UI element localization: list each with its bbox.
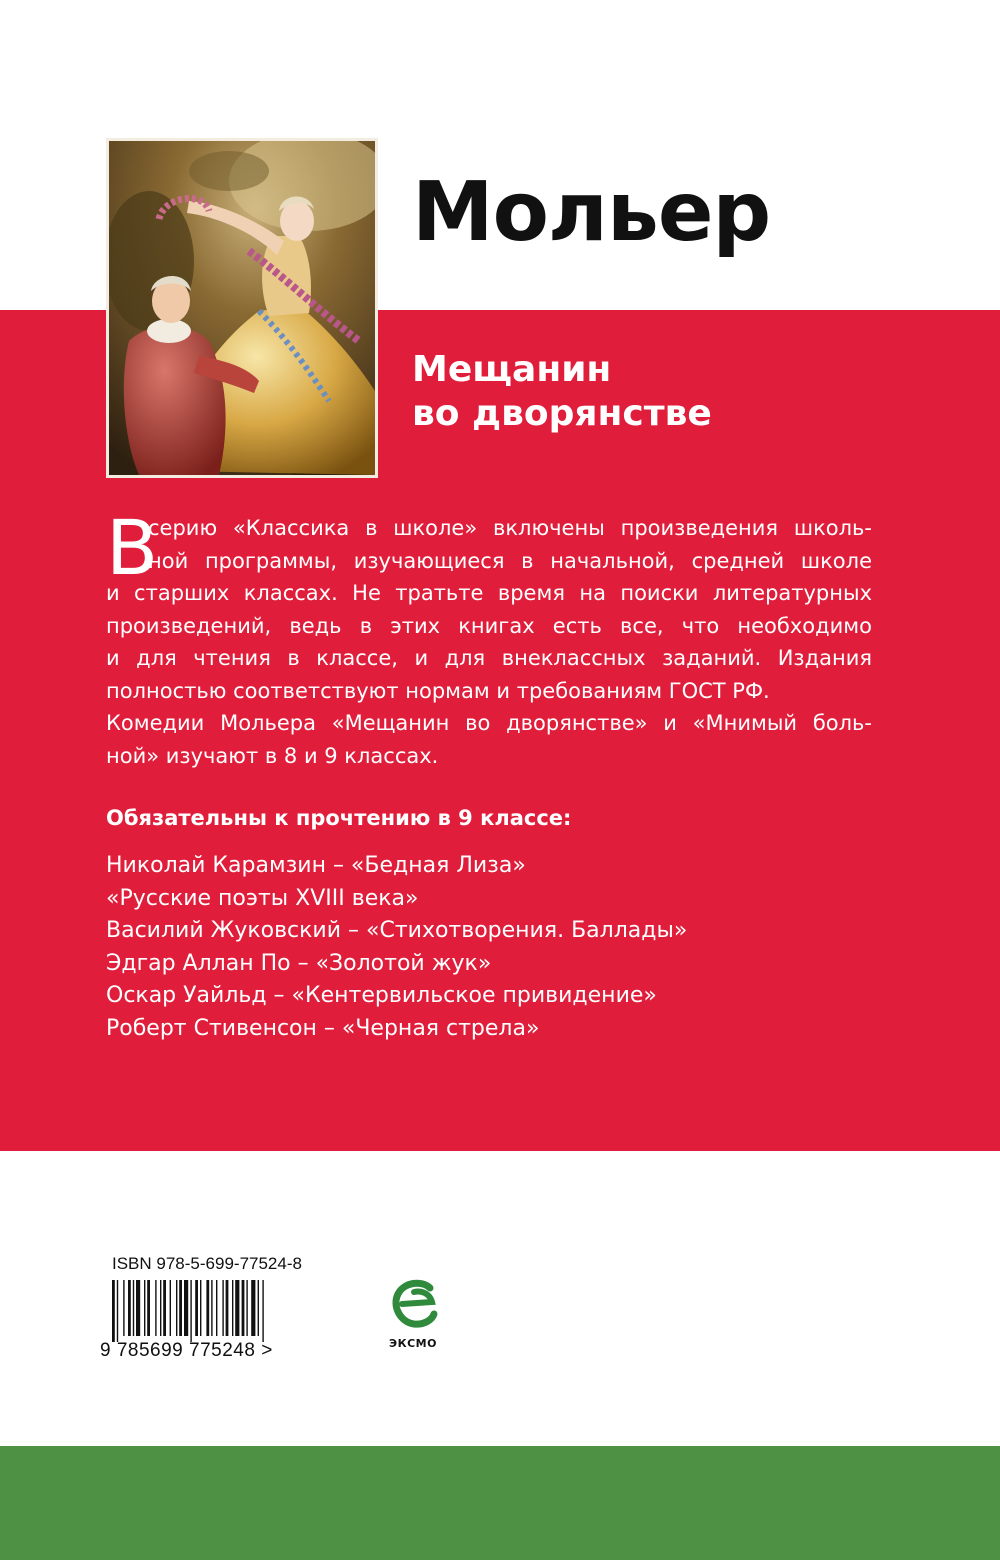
book-title bbox=[412, 348, 712, 436]
description-line: и для чтения в классе, и для внеклассных заданий. Издания bbox=[106, 646, 872, 670]
description-line: ной» изучают в 8 и 9 классах. bbox=[106, 743, 439, 768]
barcode-digits: 9 785699 775248 > bbox=[100, 1340, 273, 1361]
author-name: Мольер bbox=[412, 165, 771, 260]
description-line: полностью соответствуют нормам и требованиям ГОСТ РФ. bbox=[106, 678, 770, 703]
description-line: ной программы, изучающиеся в начальной, средней школе bbox=[148, 548, 872, 573]
painting-illustration bbox=[109, 141, 375, 475]
isbn-label: ISBN 978-5-699-77524-8 bbox=[112, 1254, 302, 1273]
drop-cap: В bbox=[106, 503, 159, 592]
book-title-line: во дворянстве bbox=[412, 393, 712, 434]
description-line: и старших классах. Не тратьте время на поиски литературных bbox=[106, 581, 872, 605]
series-description bbox=[106, 503, 872, 772]
required-reading-item: «Русские поэты XVIII века» bbox=[106, 885, 419, 911]
required-reading-item: Василий Жуковский – «Стихотворения. Баллады» bbox=[106, 918, 688, 943]
required-reading-heading: Обязательны к прочтению в 9 классе: bbox=[106, 806, 572, 830]
cover-painting bbox=[106, 138, 378, 478]
description-line: серию «Классика в школе» включены произведения школь- bbox=[148, 516, 872, 540]
required-reading-item: Оскар Уайльд – «Кентервильское привидение» bbox=[106, 983, 657, 1008]
description-line: произведений, ведь в этих книгах есть все, что необходимо bbox=[106, 613, 872, 638]
required-reading-item: Николай Карамзин – «Бедная Лиза» bbox=[106, 853, 526, 878]
required-reading-item: Роберт Стивенсон – «Черная стрела» bbox=[106, 1015, 540, 1041]
required-reading-item: Эдгар Аллан По – «Золотой жук» bbox=[106, 950, 492, 976]
eksmo-logo-icon bbox=[386, 1274, 446, 1334]
green-band bbox=[0, 1446, 1000, 1560]
book-title-line: Мещанин bbox=[412, 349, 612, 390]
barcode bbox=[110, 1280, 310, 1342]
publisher-logo-text: ЭКСМО bbox=[389, 1337, 437, 1350]
required-reading-list bbox=[106, 850, 687, 1045]
description-line: Комедии Мольера «Мещанин во дворянстве» и «Мнимый боль- bbox=[106, 711, 872, 735]
